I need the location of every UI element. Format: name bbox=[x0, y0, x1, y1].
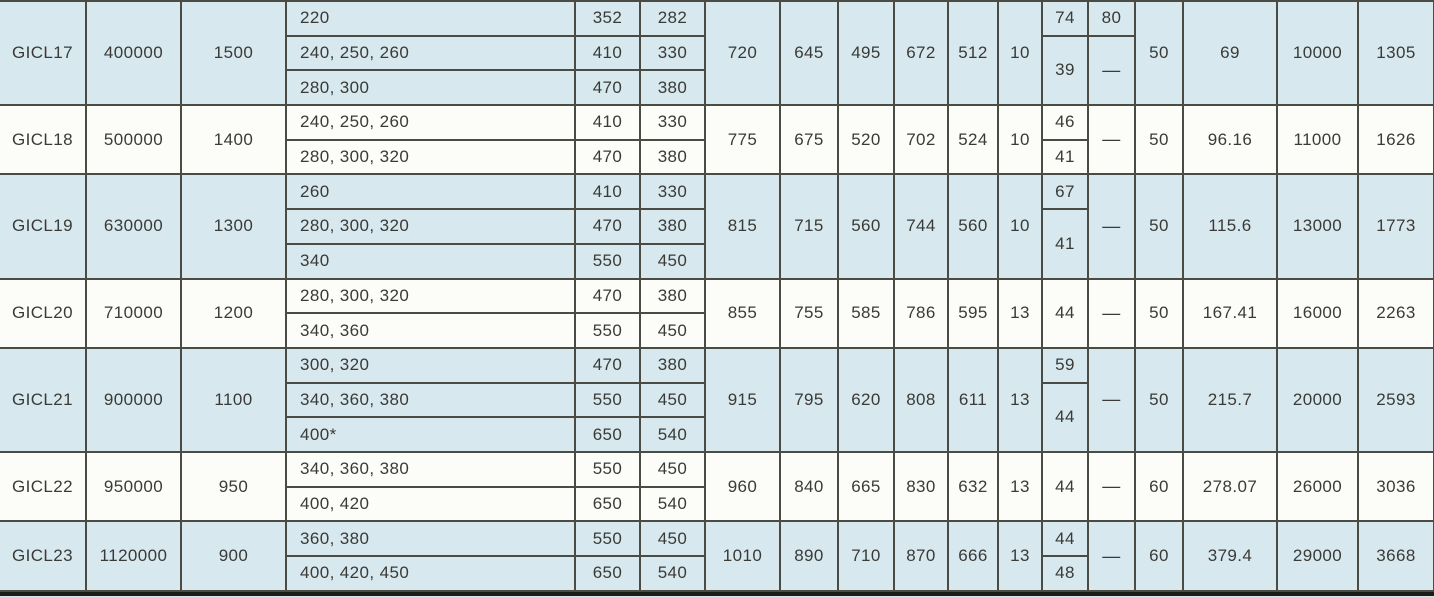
cell-bore-range: 340 bbox=[286, 244, 575, 279]
cell-d2: 380 bbox=[640, 279, 705, 314]
cell-tail: 50 bbox=[1135, 1, 1183, 105]
cell-dim: 855 bbox=[705, 279, 780, 348]
cell-model: GICL23 bbox=[0, 521, 86, 590]
cell-dim: 744 bbox=[894, 174, 948, 278]
cell-dim: 585 bbox=[838, 279, 894, 348]
table-row bbox=[0, 452, 1434, 487]
cell-split-single: 44 bbox=[1042, 279, 1088, 348]
cell-tail: 50 bbox=[1135, 348, 1183, 452]
cell-dim: 665 bbox=[838, 452, 894, 521]
cell-dim: 512 bbox=[948, 1, 998, 105]
cell-torque: 630000 bbox=[86, 174, 181, 278]
cell-tail: 29000 bbox=[1277, 521, 1358, 590]
cell-torque: 500000 bbox=[86, 105, 181, 174]
cell-tail: 3036 bbox=[1358, 452, 1434, 521]
cell-d2: 540 bbox=[640, 417, 705, 452]
cell-model: GICL20 bbox=[0, 279, 86, 348]
cell-bore-range: 340, 360, 380 bbox=[286, 383, 575, 418]
cell-dim: 611 bbox=[948, 348, 998, 452]
cell-d2: 330 bbox=[640, 36, 705, 71]
cell-model: GICL17 bbox=[0, 1, 86, 105]
cell-d2: 380 bbox=[640, 140, 705, 175]
cell-bore-range: 260 bbox=[286, 174, 575, 209]
cell-d1: 550 bbox=[575, 521, 640, 556]
cell-d2: 450 bbox=[640, 313, 705, 348]
cell-dim: 715 bbox=[780, 174, 838, 278]
cell-model: GICL22 bbox=[0, 452, 86, 521]
cell-dim: 560 bbox=[838, 174, 894, 278]
cell-bore-range: 360, 380 bbox=[286, 521, 575, 556]
cell-dash: — bbox=[1088, 452, 1135, 521]
cell-tail: 50 bbox=[1135, 279, 1183, 348]
cell-bore-range: 240, 250, 260 bbox=[286, 36, 575, 71]
cell-model: GICL21 bbox=[0, 348, 86, 452]
table-row bbox=[0, 174, 1434, 209]
cell-split-top: 80 bbox=[1088, 1, 1135, 36]
cell-tail: 13000 bbox=[1277, 174, 1358, 278]
cell-d1: 550 bbox=[575, 452, 640, 487]
cell-speed: 900 bbox=[181, 521, 286, 590]
table-row bbox=[0, 279, 1434, 314]
cell-d1: 410 bbox=[575, 174, 640, 209]
cell-dim: 830 bbox=[894, 452, 948, 521]
cell-split-top: 44 bbox=[1042, 521, 1088, 556]
cell-tail: 60 bbox=[1135, 521, 1183, 590]
table-row bbox=[0, 521, 1434, 556]
cell-dim: 795 bbox=[780, 348, 838, 452]
cell-dim: 645 bbox=[780, 1, 838, 105]
cell-split-single: 44 bbox=[1042, 452, 1088, 521]
cell-d1: 470 bbox=[575, 209, 640, 244]
cell-dim: 960 bbox=[705, 452, 780, 521]
cell-bore-range: 240, 250, 260 bbox=[286, 105, 575, 140]
cell-dim: 560 bbox=[948, 174, 998, 278]
cell-dim: 702 bbox=[894, 105, 948, 174]
cell-dim: 666 bbox=[948, 521, 998, 590]
cell-dim: 10 bbox=[998, 1, 1042, 105]
cell-dim: 620 bbox=[838, 348, 894, 452]
cell-split-bottom: 39 bbox=[1042, 36, 1088, 105]
cell-tail: 16000 bbox=[1277, 279, 1358, 348]
cell-d1: 470 bbox=[575, 70, 640, 105]
cell-tail: 11000 bbox=[1277, 105, 1358, 174]
cell-d1: 410 bbox=[575, 36, 640, 71]
cell-dash: — bbox=[1088, 521, 1135, 590]
cell-split-top: 74 bbox=[1042, 1, 1088, 36]
cell-dash: — bbox=[1088, 348, 1135, 452]
cell-torque: 710000 bbox=[86, 279, 181, 348]
cell-tail: 20000 bbox=[1277, 348, 1358, 452]
cell-dash: — bbox=[1088, 279, 1135, 348]
cell-d1: 352 bbox=[575, 1, 640, 36]
cell-dim: 524 bbox=[948, 105, 998, 174]
cell-d1: 650 bbox=[575, 487, 640, 522]
cell-split-top: 59 bbox=[1042, 348, 1088, 383]
cell-d2: 540 bbox=[640, 487, 705, 522]
cell-tail: 3668 bbox=[1358, 521, 1434, 590]
cell-d2: 380 bbox=[640, 348, 705, 383]
cell-dim: 710 bbox=[838, 521, 894, 590]
cell-dash: — bbox=[1088, 105, 1135, 174]
cell-tail: 50 bbox=[1135, 105, 1183, 174]
cell-d1: 410 bbox=[575, 105, 640, 140]
cell-torque: 1120000 bbox=[86, 521, 181, 590]
cell-dim: 495 bbox=[838, 1, 894, 105]
cell-tail: 215.7 bbox=[1183, 348, 1277, 452]
cell-d2: 540 bbox=[640, 556, 705, 591]
cell-dash: — bbox=[1088, 36, 1135, 105]
cell-d1: 470 bbox=[575, 140, 640, 175]
cell-d1: 650 bbox=[575, 556, 640, 591]
cell-d2: 330 bbox=[640, 105, 705, 140]
cell-split-bottom: 41 bbox=[1042, 209, 1088, 278]
cell-tail: 379.4 bbox=[1183, 521, 1277, 590]
cell-split-bottom: 44 bbox=[1042, 383, 1088, 452]
cell-split-bottom: 48 bbox=[1042, 556, 1088, 591]
cell-bore-range: 400, 420 bbox=[286, 487, 575, 522]
cell-dim: 915 bbox=[705, 348, 780, 452]
cell-model: GICL18 bbox=[0, 105, 86, 174]
cell-tail: 10000 bbox=[1277, 1, 1358, 105]
cell-bore-range: 340, 360 bbox=[286, 313, 575, 348]
cell-dim: 520 bbox=[838, 105, 894, 174]
cell-tail: 96.16 bbox=[1183, 105, 1277, 174]
cell-tail: 115.6 bbox=[1183, 174, 1277, 278]
cell-dim: 840 bbox=[780, 452, 838, 521]
cell-tail: 50 bbox=[1135, 174, 1183, 278]
cell-split-top: 46 bbox=[1042, 105, 1088, 140]
cell-dim: 775 bbox=[705, 105, 780, 174]
cell-tail: 2263 bbox=[1358, 279, 1434, 348]
cell-d2: 450 bbox=[640, 521, 705, 556]
cell-dim: 13 bbox=[998, 348, 1042, 452]
cell-d1: 550 bbox=[575, 313, 640, 348]
cell-speed: 950 bbox=[181, 452, 286, 521]
cell-d1: 550 bbox=[575, 383, 640, 418]
cell-bore-range: 400* bbox=[286, 417, 575, 452]
cell-tail: 1305 bbox=[1358, 1, 1434, 105]
cell-torque: 950000 bbox=[86, 452, 181, 521]
cell-dim: 632 bbox=[948, 452, 998, 521]
table-row bbox=[0, 105, 1434, 140]
cell-tail: 60 bbox=[1135, 452, 1183, 521]
cell-tail: 167.41 bbox=[1183, 279, 1277, 348]
cell-model: GICL19 bbox=[0, 174, 86, 278]
cell-dim: 890 bbox=[780, 521, 838, 590]
cell-tail: 26000 bbox=[1277, 452, 1358, 521]
cell-dim: 13 bbox=[998, 452, 1042, 521]
cell-bore-range: 280, 300 bbox=[286, 70, 575, 105]
cell-d2: 450 bbox=[640, 244, 705, 279]
cell-tail: 278.07 bbox=[1183, 452, 1277, 521]
cell-tail: 2593 bbox=[1358, 348, 1434, 452]
cell-dim: 595 bbox=[948, 279, 998, 348]
cell-dim: 786 bbox=[894, 279, 948, 348]
cell-d2: 282 bbox=[640, 1, 705, 36]
cell-d1: 470 bbox=[575, 279, 640, 314]
cell-speed: 1400 bbox=[181, 105, 286, 174]
cell-bore-range: 280, 300, 320 bbox=[286, 209, 575, 244]
table-row bbox=[0, 348, 1434, 383]
cell-dim: 10 bbox=[998, 174, 1042, 278]
cell-speed: 1500 bbox=[181, 1, 286, 105]
cell-speed: 1300 bbox=[181, 174, 286, 278]
cell-dash: — bbox=[1088, 174, 1135, 278]
cell-dim: 755 bbox=[780, 279, 838, 348]
cell-d1: 470 bbox=[575, 348, 640, 383]
cell-dim: 720 bbox=[705, 1, 780, 105]
cell-d2: 450 bbox=[640, 383, 705, 418]
cell-d1: 650 bbox=[575, 417, 640, 452]
table-row bbox=[0, 1, 1434, 36]
cell-speed: 1100 bbox=[181, 348, 286, 452]
cell-bore-range: 220 bbox=[286, 1, 575, 36]
cell-d1: 550 bbox=[575, 244, 640, 279]
cell-dim: 815 bbox=[705, 174, 780, 278]
cell-d2: 330 bbox=[640, 174, 705, 209]
cell-d2: 380 bbox=[640, 70, 705, 105]
cell-bore-range: 300, 320 bbox=[286, 348, 575, 383]
cell-tail: 1626 bbox=[1358, 105, 1434, 174]
cell-dim: 672 bbox=[894, 1, 948, 105]
cell-split-bottom: 41 bbox=[1042, 140, 1088, 175]
cell-dim: 1010 bbox=[705, 521, 780, 590]
cell-d2: 380 bbox=[640, 209, 705, 244]
cell-bore-range: 280, 300, 320 bbox=[286, 279, 575, 314]
cell-d2: 450 bbox=[640, 452, 705, 487]
cell-dim: 10 bbox=[998, 105, 1042, 174]
cell-tail: 1773 bbox=[1358, 174, 1434, 278]
cell-dim: 13 bbox=[998, 521, 1042, 590]
cell-dim: 870 bbox=[894, 521, 948, 590]
cell-dim: 808 bbox=[894, 348, 948, 452]
cell-speed: 1200 bbox=[181, 279, 286, 348]
cell-tail: 69 bbox=[1183, 1, 1277, 105]
cell-torque: 400000 bbox=[86, 1, 181, 105]
cell-bore-range: 340, 360, 380 bbox=[286, 452, 575, 487]
cell-split-top: 67 bbox=[1042, 174, 1088, 209]
cell-dim: 675 bbox=[780, 105, 838, 174]
cell-torque: 900000 bbox=[86, 348, 181, 452]
cell-bore-range: 400, 420, 450 bbox=[286, 556, 575, 591]
cell-dim: 13 bbox=[998, 279, 1042, 348]
cell-bore-range: 280, 300, 320 bbox=[286, 140, 575, 175]
